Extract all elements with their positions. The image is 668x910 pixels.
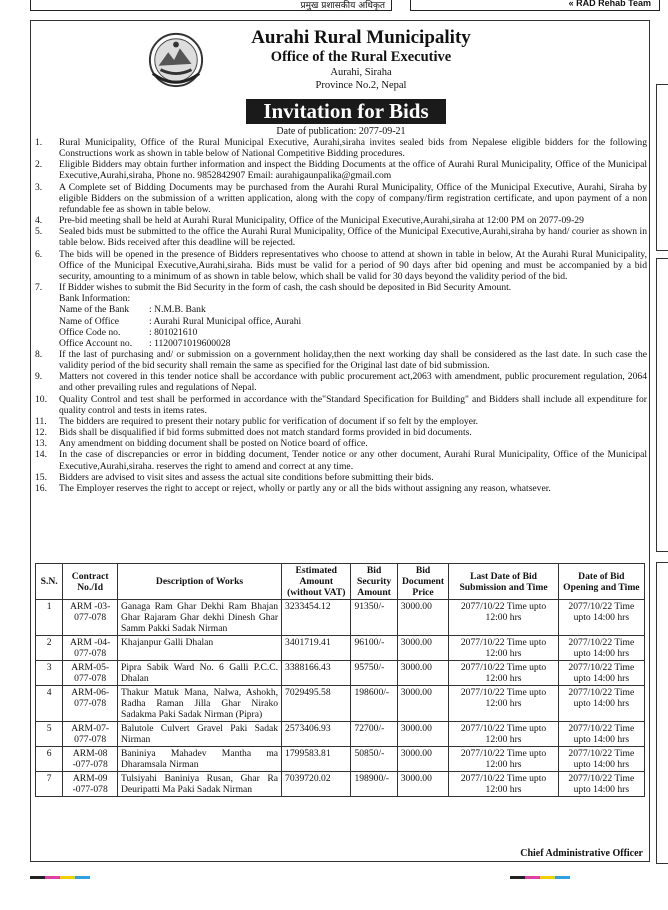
- previous-notice-text: प्रमुख प्रशासकीय अधिकृत: [300, 1, 385, 11]
- cell-opening-date: 2077/10/22 Time upto 14:00 hrs: [558, 722, 644, 747]
- clause-text: The Employer reserves the right to accept or reject, wholly or partly any or all the bids without assigning any reason, whatsever.: [59, 482, 551, 494]
- bank-info-label: Office Account no.: [59, 337, 133, 349]
- cell-sn: 5: [36, 722, 63, 747]
- clause-number: 1.: [35, 137, 43, 148]
- previous-notice-box: [30, 0, 392, 11]
- clause-text: Quality Control and test shall be performed in accordance with the"Standard Specification for Building" and Bidders shall include all expenditure for quality control and tests in items rates.: [59, 393, 647, 416]
- cell-estimated-amount: 3401719.41: [282, 636, 351, 661]
- office-name: Office of the Rural Executive: [270, 49, 452, 65]
- bank-info-row: [59, 327, 647, 338]
- adjacent-ad-text: « RAD Rehab Team: [568, 0, 651, 8]
- print-color-bar: [30, 876, 90, 879]
- clause-text: Pre-bid meeting shall be held at Aurahi Rural Municipality, Office of the Municipal Executive,Aurahi,siraha at 12:00 PM on 2077-09-29: [59, 215, 584, 227]
- cell-bid-security: 198600/-: [351, 686, 397, 722]
- notice-clauses: [35, 137, 647, 494]
- clause-item: [35, 349, 647, 371]
- cell-description: Thakur Matuk Mana, Nalwa, Ashokh, Radha Raman Jilla Ghar Nirako Sadakma Paki Sadak Nirman (Pipra): [118, 686, 282, 722]
- table-row: [36, 600, 645, 636]
- table-header-row: [36, 564, 645, 600]
- adjacent-column-frame: [656, 258, 668, 552]
- cell-bid-security: 198900/-: [351, 772, 397, 797]
- cell-submission-date: 2077/10/22 Time upto 12:00 hrs: [449, 600, 558, 636]
- cell-estimated-amount: 3233454.12: [282, 600, 351, 636]
- table-row: [36, 747, 645, 772]
- cell-contract-id: ARM-06- 077-078: [63, 686, 118, 722]
- clause-text: A Complete set of Bidding Documents may be purchased from the Aurahi Rural Municipality, Office of the Municipal Executive, Aurahi, Siraha by eligible Bidders on the submission of a written application, along with the copy of company/firm registration certificate, and upon payment of a non refundable fee as shown in table below.: [59, 181, 647, 215]
- col-header: Description of Works: [118, 564, 282, 600]
- cell-submission-date: 2077/10/22 Time upto 12:00 hrs: [449, 661, 558, 686]
- clause-number: 4.: [35, 215, 43, 227]
- table-row: [36, 636, 645, 661]
- col-header: Last Date of Bid Submission and Time: [449, 564, 558, 600]
- clause-text: If the last of purchasing and/ or submission on a government holiday,then the next working day shall be considered as the last date. In such case the validity period of the bid security shall remain the same as specified for the Original last date of bid submission.: [59, 348, 647, 372]
- bank-info-row: [59, 304, 647, 315]
- cell-opening-date: 2077/10/22 Time upto 14:00 hrs: [558, 661, 644, 686]
- cell-submission-date: 2077/10/22 Time upto 12:00 hrs: [449, 686, 558, 722]
- bids-table: [35, 563, 645, 797]
- clause-text: The bidders are required to present their notary public for verification of document if so felt by the employer.: [59, 415, 479, 427]
- clause-number: 5.: [35, 226, 43, 238]
- nepal-emblem-logo: [147, 31, 205, 89]
- cell-submission-date: 2077/10/22 Time upto 12:00 hrs: [449, 747, 558, 772]
- bank-info-heading: Bank Information:: [59, 293, 131, 305]
- clause-number: 8.: [35, 348, 43, 360]
- clause-item: [35, 137, 647, 159]
- cell-opening-date: 2077/10/22 Time upto 14:00 hrs: [558, 636, 644, 661]
- clause-text: Bidders are advised to visit sites and assess the actual site conditions before submitting their bids.: [59, 471, 434, 483]
- clause-number: 10.: [35, 393, 47, 405]
- cell-submission-date: 2077/10/22 Time upto 12:00 hrs: [449, 636, 558, 661]
- cell-bid-security: 96100/-: [351, 636, 397, 661]
- cell-document-price: 3000.00: [397, 686, 449, 722]
- clause-item: [35, 438, 647, 449]
- cell-contract-id: ARM-07- 077-078: [63, 722, 118, 747]
- cell-sn: 3: [36, 661, 63, 686]
- bank-info-label: Office Code no.: [59, 326, 121, 338]
- page-top-strip: [0, 0, 668, 14]
- clause-number: 13.: [35, 438, 47, 450]
- bid-notice: [30, 20, 650, 862]
- clause-number: 6.: [35, 248, 43, 260]
- cell-submission-date: 2077/10/22 Time upto 12:00 hrs: [449, 722, 558, 747]
- clause-item: [35, 371, 647, 393]
- clause-item: [35, 483, 647, 494]
- cell-sn: 6: [36, 747, 63, 772]
- table-row: [36, 722, 645, 747]
- adjacent-column-frame: [656, 84, 668, 251]
- bank-info-value: : 801021610: [149, 326, 198, 338]
- cell-document-price: 3000.00: [397, 636, 449, 661]
- table-row: [36, 686, 645, 722]
- bank-info-row: [59, 316, 647, 327]
- clause-text: The bids will be opened in the presence of Bidders representatives who choose to attend at shown in table in below, At the Aurahi Rural Municipality, Office of the Municipal Executive,Aurahi,siraha. Bids must be valid for a period of 90 days after bid opening and must be accompanied by a bid security, amounting to a minimum of as shown in table below, which shall be valid for 30 days beyond the validity period of the bid.: [59, 248, 647, 282]
- col-header: S.N.: [36, 564, 63, 600]
- cell-estimated-amount: 1799583.81: [282, 747, 351, 772]
- cell-contract-id: ARM -03- 077-078: [63, 600, 118, 636]
- signoff: Chief Administrative Officer: [520, 848, 643, 859]
- clause-item: [35, 282, 647, 293]
- notice-header: [211, 25, 511, 92]
- clause-number: 12.: [35, 427, 47, 439]
- cell-contract-id: ARM-09 -077-078: [63, 772, 118, 797]
- cell-bid-security: 91350/-: [351, 600, 397, 636]
- cell-description: Baniniya Mahadev Mantha ma Dharamsala Nirman: [118, 747, 282, 772]
- cell-sn: 7: [36, 772, 63, 797]
- clause-number: 15.: [35, 471, 47, 483]
- col-header: Date of Bid Opening and Time: [558, 564, 644, 600]
- cell-document-price: 3000.00: [397, 661, 449, 686]
- adjacent-ad-box: [410, 0, 660, 11]
- clause-item: [35, 394, 647, 416]
- clause-item: [35, 416, 647, 427]
- cell-bid-security: 50850/-: [351, 747, 397, 772]
- cell-sn: 2: [36, 636, 63, 661]
- municipality-name: Aurahi Rural Municipality: [251, 27, 471, 48]
- notice-title-banner: Invitation for Bids: [246, 99, 446, 124]
- bank-info-label: Name of Office: [59, 315, 120, 327]
- cell-contract-id: ARM-05- 077-078: [63, 661, 118, 686]
- clause-item: [35, 159, 647, 181]
- address-line-1: Aurahi, Siraha: [330, 67, 392, 78]
- clause-item: [35, 182, 647, 215]
- clause-number: 11.: [35, 415, 47, 427]
- clause-text: In the case of discrepancies or error in bidding document, Tender notice or any other document, Aurahi Rural Municipality, Office of the Municipal Executive,Aurahi,siraha. reserves the right to amend and correct at any time.: [59, 449, 647, 472]
- adjacent-column-frame: [656, 562, 668, 864]
- cell-opening-date: 2077/10/22 Time upto 14:00 hrs: [558, 772, 644, 797]
- clause-number: 9.: [35, 371, 43, 383]
- table-row: [36, 661, 645, 686]
- cell-sn: 1: [36, 600, 63, 636]
- cell-description: Ganaga Ram Ghar Dekhi Ram Bhajan Ghar Rajaram Ghar dekhi Dinesh Ghar Samm Pakki Sadak Nirman: [118, 600, 282, 636]
- clause-text: Any amendment on bidding document shall be posted on Notice board of office.: [59, 438, 368, 450]
- cell-opening-date: 2077/10/22 Time upto 14:00 hrs: [558, 747, 644, 772]
- clause-text: Eligible Bidders may obtain further information and inspect the Bidding Documents at the office of Aurahi Rural Municipality, Office of the Municipal Executive,Aurahi,siraha, Phone no. 9852842907 Email: aurahigaunpalika@gmail.com: [59, 159, 647, 182]
- cell-document-price: 3000.00: [397, 747, 449, 772]
- bank-info-row: [59, 338, 647, 349]
- cell-opening-date: 2077/10/22 Time upto 14:00 hrs: [558, 686, 644, 722]
- cell-estimated-amount: 7039720.02: [282, 772, 351, 797]
- clause-item: [35, 472, 647, 483]
- cell-sn: 4: [36, 686, 63, 722]
- clause-number: 2.: [35, 159, 43, 171]
- cell-estimated-amount: 2573406.93: [282, 722, 351, 747]
- clause-item: [35, 427, 647, 438]
- cell-document-price: 3000.00: [397, 600, 449, 636]
- clause-text: If Bidder wishes to submit the Bid Security in the form of cash, the cash should be deposited in Bid Security Amount.: [59, 282, 512, 294]
- cell-contract-id: ARM -04- 077-078: [63, 636, 118, 661]
- clause-text: Sealed bids must be submitted to the office the Aurahi Rural Municipality, Office of the Municipal Executive,Aurahi,siraha by hand/ courier as shown in table below. Bids received after this deadline will be rejected.: [59, 226, 647, 249]
- clause-item: [35, 249, 647, 282]
- clause-number: 14.: [35, 449, 47, 461]
- table-row: [36, 772, 645, 797]
- col-header: Bid Document Price: [397, 564, 449, 600]
- clause-text: Bids shall be disqualified if bid forms submitted does not match standard forms provided in bid documents.: [59, 427, 472, 439]
- cell-estimated-amount: 3388166.43: [282, 661, 351, 686]
- bank-info-value: : 1120071019600028: [149, 337, 231, 349]
- cell-description: Balutole Culvert Gravel Paki Sadak Nirman: [118, 722, 282, 747]
- bank-info-label: Name of the Bank: [59, 304, 130, 316]
- col-header: Bid Security Amount: [351, 564, 397, 600]
- col-header: Contract No./Id: [63, 564, 118, 600]
- cell-description: Pipra Sabik Ward No. 6 Galli P.C.C. Dhalan: [118, 661, 282, 686]
- clause-item: [35, 449, 647, 471]
- cell-opening-date: 2077/10/22 Time upto 14:00 hrs: [558, 600, 644, 636]
- cell-contract-id: ARM-08 -077-078: [63, 747, 118, 772]
- cell-bid-security: 72700/-: [351, 722, 397, 747]
- bank-info-value: : N.M.B. Bank: [149, 304, 206, 316]
- bank-information: [59, 293, 647, 349]
- clause-item: [35, 215, 647, 226]
- print-color-bar: [510, 876, 570, 879]
- address-line-2: Province No.2, Nepal: [315, 80, 407, 91]
- clause-number: 7.: [35, 282, 43, 294]
- clause-text: Rural Municipality, Office of the Rural Municipal Executive, Aurahi,siraha invites sealed bids from Nepalese eligible bidders for the following Constructions work as shown in table below of National Competitive Bidding procedures.: [59, 137, 647, 160]
- bank-info-value: : Aurahi Rural Municipal office, Aurahi: [149, 315, 302, 327]
- clause-item: [35, 226, 647, 248]
- cell-document-price: 3000.00: [397, 722, 449, 747]
- cell-document-price: 3000.00: [397, 772, 449, 797]
- clause-text: Matters not covered in this tender notice shall be accordance with public procurement act,2063 with amendment, public procurement regulation, 2064 and other prevailing rules and regulations of Nepal.: [59, 371, 647, 394]
- clause-number: 3.: [35, 181, 43, 193]
- publication-date: Date of publication: 2077-09-21: [276, 126, 406, 137]
- cell-submission-date: 2077/10/22 Time upto 12:00 hrs: [449, 772, 558, 797]
- cell-bid-security: 95750/-: [351, 661, 397, 686]
- cell-description: Khajanpur Galli Dhalan: [118, 636, 282, 661]
- clause-number: 16.: [35, 482, 47, 494]
- cell-estimated-amount: 7029495.58: [282, 686, 351, 722]
- col-header: Estimated Amount (without VAT): [282, 564, 351, 600]
- cell-description: Tulsiyahi Baniniya Rusan, Ghar Ra Deuripatti Ma Paki Sadak Nirman: [118, 772, 282, 797]
